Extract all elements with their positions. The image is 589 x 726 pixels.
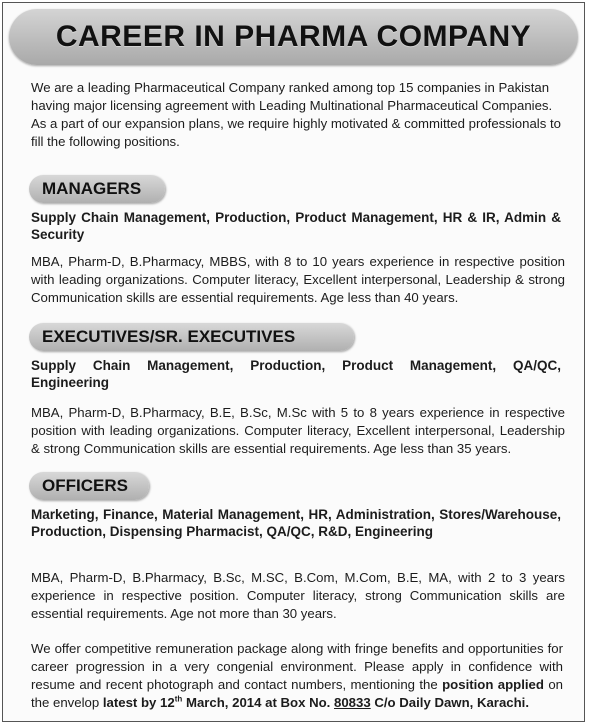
officers-requirements: MBA, Pharm-D, B.Pharmacy, B.Sc, M.SC, B.Com, M.Com, B.E, MA, with 2 to 3 years experience in respective position. Computer literacy, strong Communication skills are essential requirements. Age not more than 30 years. [31, 570, 565, 621]
managers-requirements: MBA, Pharm-D, B.Pharmacy, MBBS, with 8 to 10 years experience in respective position with leading organizations. Computer literacy, Excellent interpersonal, Leadership & strong Communication skills are essential requirements. Age less than 40 years. [31, 254, 565, 305]
address-text: C/o Daily Dawn, Karachi. [374, 695, 529, 710]
closing-text: We offer competitive remuneration package along with fringe benefits and opportunities for career progression in a very congenial environment. Please apply in confidence with resume and recent photograph and contact numbers, mentioning the [31, 641, 563, 692]
date-suffix: th [174, 694, 183, 704]
managers-areas: Supply Chain Management, Production, Product Management, HR & IR, Admin & Security [31, 210, 561, 242]
executives-requirements: MBA, Pharm-D, B.Pharmacy, B.E, B.Sc, M.Sc with 5 to 8 years experience in respective position with leading organizations. Computer literacy, Excellent interpersonal, Leadership & strong Communication skills are essential requirements. Age less than 35 years. [31, 405, 565, 456]
section-heading-executives [29, 323, 354, 351]
job-advertisement [2, 2, 585, 722]
envelop-text: on the envelop [31, 677, 564, 710]
application-instructions [31, 640, 563, 712]
deadline-emphasis [103, 695, 529, 710]
ad-title: CAREER IN PHARMA COMPANY [55, 20, 532, 53]
section-heading-officers [29, 472, 149, 500]
section-heading-label: OFFICERS [42, 476, 128, 495]
deadline-date-text: March, 2014 at Box No. [185, 695, 331, 710]
position-applied-emphasis: position applied [442, 677, 544, 692]
officers-areas: Marketing, Finance, Material Management, HR, Administration, Stores/Warehouse, Production, Dispensing Pharmacist, QA/QC, R&D, Engineering [31, 507, 561, 539]
executives-areas: Supply Chain Management, Production, Product Management, QA/QC, Engineering [31, 358, 561, 390]
section-heading-label: EXECUTIVES/SR. EXECUTIVES [42, 327, 296, 346]
deadline-text: latest by 12 [102, 695, 175, 710]
intro-paragraph: We are a leading Pharmaceutical Company ranked among top 15 companies in Pakistan having major licensing agreement with Leading Multinational Pharmaceutical Companies. As a part of our expansion plans, we require highly motivated & committed professionals to fill the following positions. [31, 80, 561, 149]
box-number: 80833 [334, 695, 371, 710]
section-heading-managers [29, 175, 165, 203]
title-banner [9, 9, 578, 65]
section-heading-label: MANAGERS [42, 179, 142, 198]
